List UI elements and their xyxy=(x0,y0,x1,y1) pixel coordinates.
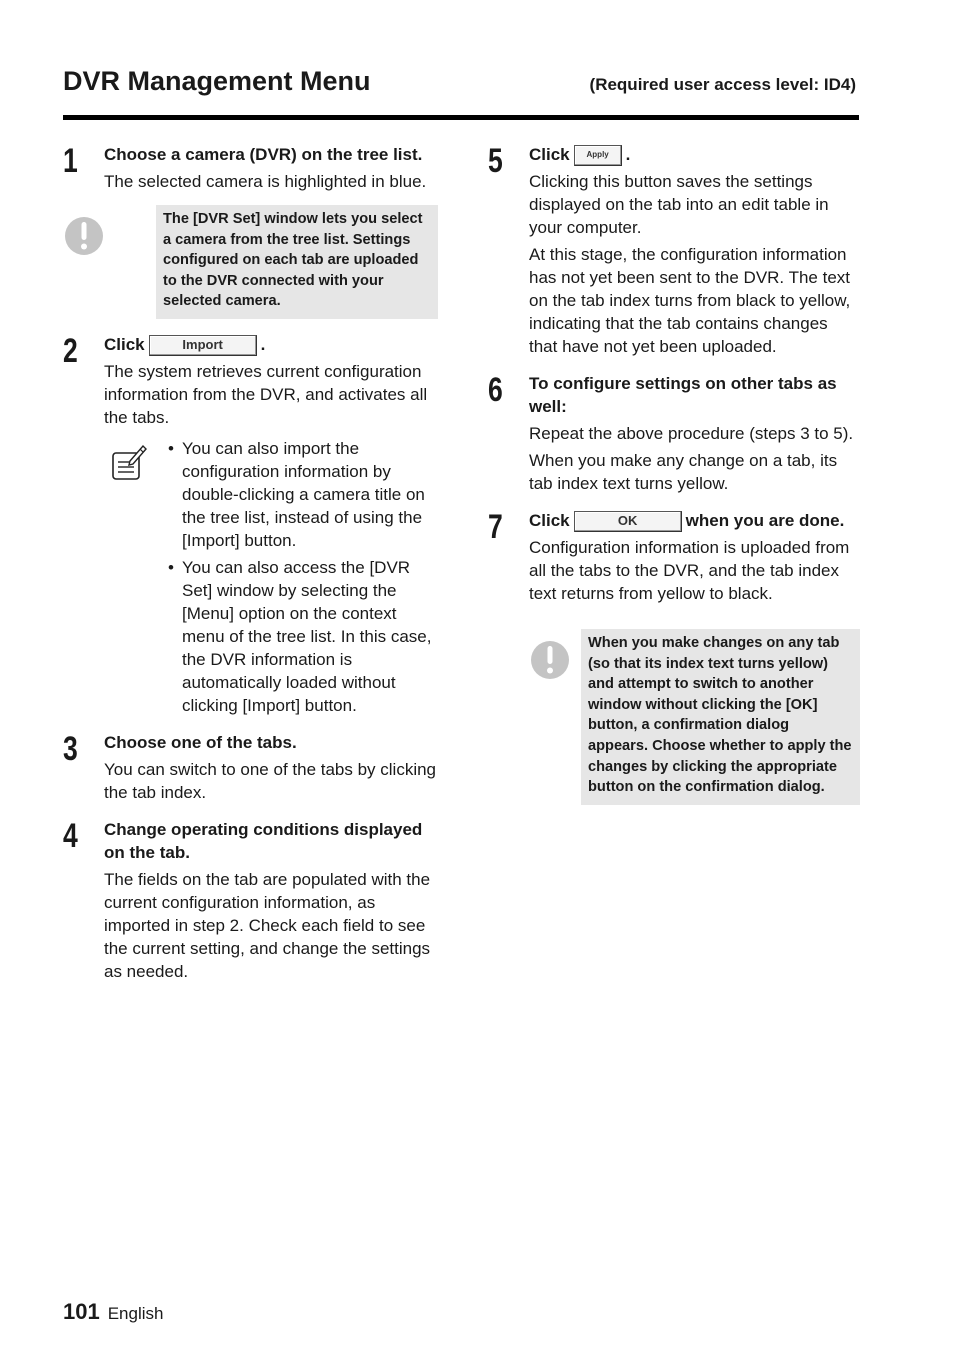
step-3 xyxy=(63,731,438,804)
step-heading xyxy=(529,509,860,532)
page-footer xyxy=(63,1299,163,1325)
step-text: The selected camera is highlighted in blue. xyxy=(104,172,427,191)
step-heading: To configure settings on other tabs as well: xyxy=(529,374,837,417)
page-title: DVR Management Menu xyxy=(63,66,371,96)
title-rule xyxy=(63,115,859,120)
step-1 xyxy=(63,143,438,319)
step-text: Repeat the above procedure (steps 3 to 5). xyxy=(529,424,854,444)
step-number: 6 xyxy=(488,371,503,410)
step-text: You can switch to one of the tabs by clicking the tab index. xyxy=(104,759,437,802)
click-label: Click xyxy=(529,145,570,164)
step-7 xyxy=(488,509,860,805)
step-text: When you make any change on a tab, its tab index text turns yellow. xyxy=(529,451,838,494)
step-2 xyxy=(63,333,438,717)
step-heading: Change operating conditions displayed on the tab. xyxy=(104,819,423,862)
step-6 xyxy=(488,372,860,495)
apply-button[interactable]: Apply xyxy=(574,145,622,166)
click-label: Click xyxy=(104,334,145,354)
step-number: 5 xyxy=(488,142,503,180)
step-heading: Choose a camera (DVR) on the tree list. xyxy=(104,145,423,164)
step-4 xyxy=(63,818,438,983)
caution-box xyxy=(488,629,860,805)
language-label: English xyxy=(107,1304,164,1323)
step-number: 4 xyxy=(63,816,78,855)
exclamation-icon xyxy=(531,641,569,679)
note-item: • You can also import the configuration information by double-clicking a camera title on the tree list, instead of using the [Import] button. xyxy=(168,437,438,552)
step-heading: Choose one of the tabs. xyxy=(104,732,297,752)
note-pencil-icon xyxy=(108,443,148,483)
step-number: 3 xyxy=(63,729,78,768)
note-list xyxy=(168,437,438,717)
caution-text: The [DVR Set] window lets you select a camera from the tree list. Settings configured on each tab are uploaded to the DVR connected with your selected camera. xyxy=(156,205,438,319)
step-5 xyxy=(488,143,860,358)
click-label: Click xyxy=(529,511,570,531)
step-heading-end: when you are done. xyxy=(685,511,845,531)
left-column xyxy=(63,143,438,997)
step-text: At this stage, the configuration information has not yet been sent to the DVR. The text on the tab index turns from black to yellow, indicating that the tab contains changes that have not yet been uploaded. xyxy=(529,245,851,357)
step-text: Configuration information is uploaded from all the tabs to the DVR, and the tab index text returns from yellow to black. xyxy=(529,538,850,604)
note-block xyxy=(104,437,438,717)
step-heading-end: . xyxy=(625,145,631,164)
step-number: 7 xyxy=(488,508,503,547)
ok-button[interactable]: OK xyxy=(574,511,682,532)
exclamation-icon xyxy=(65,217,103,255)
step-text: The system retrieves current configuration information from the DVR, and activates all the tabs. xyxy=(104,361,428,427)
step-number: 1 xyxy=(63,142,78,180)
note-item: • You can also access the [DVR Set] window by selecting the [Menu] option on the context menu of the tree list. In this case, the DVR information is automatically loaded without clicking [Import] button. xyxy=(168,556,438,717)
caution-text: When you make changes on any tab (so that its index text turns yellow) and attempt to switch to another window without clicking the [OK] button, a confirmation dialog appears. Choose whether to apply the changes by clicking the appropriate button on the confirmation dialog. xyxy=(581,629,860,805)
caution-box xyxy=(63,205,438,319)
access-level-note: (Required user access level: ID4) xyxy=(589,75,856,94)
import-button[interactable]: Import xyxy=(149,335,257,356)
step-text: The fields on the tab are populated with the current configuration information, as imported in step 2. Check each field to see the current setting, and change the settings as needed. xyxy=(104,869,431,981)
right-column xyxy=(488,143,860,819)
page-number: 101 xyxy=(63,1299,100,1324)
step-heading xyxy=(104,333,438,356)
step-number: 2 xyxy=(63,331,78,370)
step-heading xyxy=(529,143,860,166)
step-text: Clicking this button saves the settings displayed on the tab into an edit table in your computer. xyxy=(529,172,829,238)
step-heading-end: . xyxy=(260,334,266,354)
